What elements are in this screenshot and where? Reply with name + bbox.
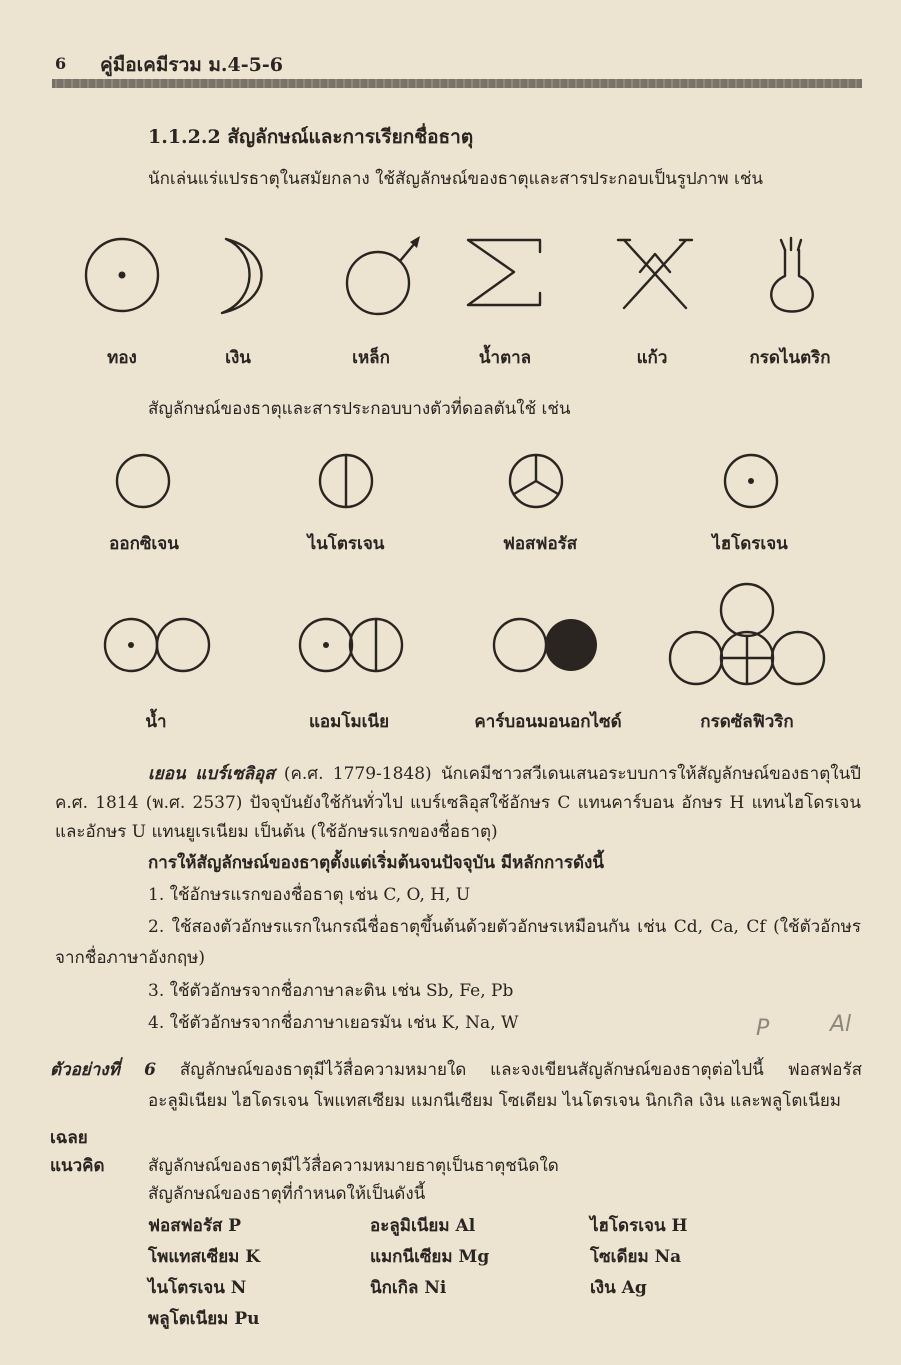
water-symbol-icon: [102, 616, 214, 674]
dalton-label-water: น้ำ: [145, 712, 167, 732]
handwritten-note: Al: [830, 1012, 852, 1037]
rule-item-3: [148, 977, 513, 1004]
element-name: อะลูมิเนียม: [370, 1216, 450, 1236]
symbol-entry: [590, 1274, 647, 1301]
alchemy-label-glass: แก้ว: [636, 348, 668, 368]
iron-symbol-icon: [340, 232, 426, 322]
alchemy-label-sugar: น้ำตาล: [478, 348, 532, 368]
rule-item-1: [148, 881, 470, 908]
berzelius-paragraph: [55, 760, 861, 847]
element-symbol: P: [228, 1216, 242, 1236]
dalton-label-sulfuric-acid: กรดซัลฟิวริก: [700, 712, 794, 732]
element-symbol: K: [245, 1247, 261, 1267]
silver-crescent-icon: [218, 237, 273, 317]
nitrogen-circle-icon: [317, 452, 375, 510]
symbol-entry: [590, 1243, 681, 1270]
element-name: ฟอสฟอรัส: [148, 1216, 223, 1236]
element-symbol: Na: [654, 1247, 682, 1267]
rule-text: ใช้สองตัวอักษรแรกในกรณีชื่อธาตุขึ้นต้นด้วยตัวอักษรเหมือนกัน เช่น Cd, Ca, Cf (ใช้ตัวอักษรจากชื่อภาษาอังกฤษ): [55, 917, 862, 968]
element-name: โซเดียม: [590, 1247, 649, 1267]
element-name: แมกนีเซียม: [370, 1247, 453, 1267]
ammonia-symbol-icon: [297, 616, 409, 674]
alchemy-label-nitric-acid: กรดไนตริก: [749, 348, 831, 368]
dalton-label-ammonia: แอมโมเนีย: [308, 712, 390, 732]
answer-label: เฉลย: [50, 1128, 88, 1148]
dalton-label-oxygen: ออกซิเจน: [109, 534, 179, 554]
dalton-intro-text: สัญลักษณ์ของธาตุและสารประกอบบางตัวที่ดอลตันใช้ เช่น: [148, 399, 571, 419]
intro-text: นักเล่นแร่แปรธาตุในสมัยกลาง ใช้สัญลักษณ์ของธาตุและสารประกอบเป็นรูปภาพ เช่น: [148, 169, 763, 189]
glass-symbol-icon: [614, 232, 698, 314]
carbon-monoxide-symbol-icon: [491, 616, 603, 674]
sulfuric-acid-symbol-icon: [666, 581, 830, 691]
sugar-symbol-icon: [462, 232, 548, 314]
example-label: ตัวอย่างที่ 6: [50, 1060, 156, 1080]
dalton-label-nitrogen: ไนโตรเจน: [307, 534, 385, 554]
symbol-entry: [148, 1305, 259, 1332]
element-name: นิกเกิล: [370, 1278, 419, 1298]
rule-text: ใช้ตัวอักษรจากชื่อภาษาเยอรมัน เช่น K, Na, W: [169, 1013, 519, 1033]
element-symbol: Pu: [234, 1309, 260, 1329]
page-number: 6: [55, 54, 67, 73]
rule-text: ใช้ตัวอักษรจากชื่อภาษาละติน เช่น Sb, Fe, Pb: [169, 981, 514, 1001]
symbol-entry: [370, 1243, 489, 1270]
phosphorus-circle-icon: [507, 452, 565, 510]
answer-intro: สัญลักษณ์ของธาตุที่กำหนดให้เป็นดังนี้: [148, 1184, 426, 1204]
symbol-entry: [370, 1274, 446, 1301]
element-symbol: H: [671, 1216, 688, 1236]
section-title: สัญลักษณ์และการเรียกชื่อธาตุ: [227, 126, 474, 148]
element-symbol: Ag: [621, 1278, 647, 1298]
rule-item-2: [55, 912, 861, 974]
dalton-label-hydrogen: ไฮโดรเจน: [712, 534, 788, 554]
section-heading: [148, 122, 473, 152]
rule-number: 1.: [148, 885, 165, 905]
symbol-entry: [370, 1212, 475, 1239]
berzelius-text: (ค.ศ. 1779-1848) นักเคมีชาวสวีเดนเสนอระบบการให้สัญลักษณ์ของธาตุในปี ค.ศ. 1814 (พ.ศ. 2537) ปัจจุบันยังใช้กันทั่วไป แบร์เซลิอุสใช้อักษร C แทนคาร์บอน อักษร H แทนไฮโดรเจน และอักษร U แทนยูเรเนียม เป็นต้น (ใช้อักษรแรกของชื่อธาตุ): [55, 764, 861, 842]
alchemy-label-silver: เงิน: [225, 348, 251, 368]
oxygen-circle-icon: [114, 452, 172, 510]
nitric-acid-flask-icon: [764, 234, 824, 316]
element-name: เงิน: [590, 1278, 616, 1298]
gold-symbol-icon: [84, 237, 162, 315]
example-6: [50, 1055, 862, 1117]
symbol-entry: [148, 1212, 241, 1239]
element-name: ไฮโดรเจน: [590, 1216, 666, 1236]
rules-heading: การให้สัญลักษณ์ของธาตุตั้งแต่เริ่มต้นจนปัจจุบัน มีหลักการดังนี้: [148, 853, 604, 873]
alchemy-label-gold: ทอง: [107, 348, 137, 368]
element-symbol: Mg: [458, 1247, 490, 1267]
element-name: พลูโตเนียม: [148, 1309, 229, 1329]
rule-number: 3.: [148, 981, 165, 1001]
book-title: คู่มือเคมีรวม ม.4-5-6: [100, 54, 283, 76]
berzelius-name: เยอน แบร์เซลิอุส: [148, 764, 275, 784]
section-number: 1.1.2.2: [148, 126, 221, 148]
symbol-entry: [590, 1212, 688, 1239]
element-symbol: Al: [455, 1216, 476, 1236]
rule-text: ใช้อักษรแรกของชื่อธาตุ เช่น C, O, H, U: [169, 885, 471, 905]
dalton-label-phosphorus: ฟอสฟอรัส: [502, 534, 578, 554]
example-question: สัญลักษณ์ของธาตุมีไว้สื่อความหมายใด และจงเขียนสัญลักษณ์ของธาตุต่อไปนี้ ฟอสฟอรัส อะลูมิเนียม ไฮโดรเจน โพแทสเซียม แมกนีเซียม โซเดียม ไนโตรเจน นิกเกิล เงิน และพลูโตเนียม: [148, 1060, 862, 1111]
alchemy-label-iron: เหล็ก: [352, 348, 390, 368]
element-symbol: Ni: [424, 1278, 447, 1298]
symbol-entry: [148, 1274, 246, 1301]
approach-label: แนวคิด: [50, 1156, 105, 1176]
dalton-label-carbon-monoxide: คาร์บอนมอนอกไซด์: [474, 712, 622, 732]
approach-text: สัญลักษณ์ของธาตุมีไว้สื่อความหมายธาตุเป็นธาตุชนิดใด: [148, 1156, 559, 1176]
rule-number: 2.: [148, 917, 165, 937]
hydrogen-circle-icon: [722, 452, 780, 510]
symbol-entry: [148, 1243, 260, 1270]
header-rule: [52, 79, 862, 88]
rule-number: 4.: [148, 1013, 165, 1033]
rule-item-4: [148, 1009, 518, 1036]
handwritten-note: P: [756, 1016, 770, 1041]
element-name: ไนโตรเจน: [148, 1278, 225, 1298]
element-name: โพแทสเซียม: [148, 1247, 240, 1267]
element-symbol: N: [230, 1278, 247, 1298]
